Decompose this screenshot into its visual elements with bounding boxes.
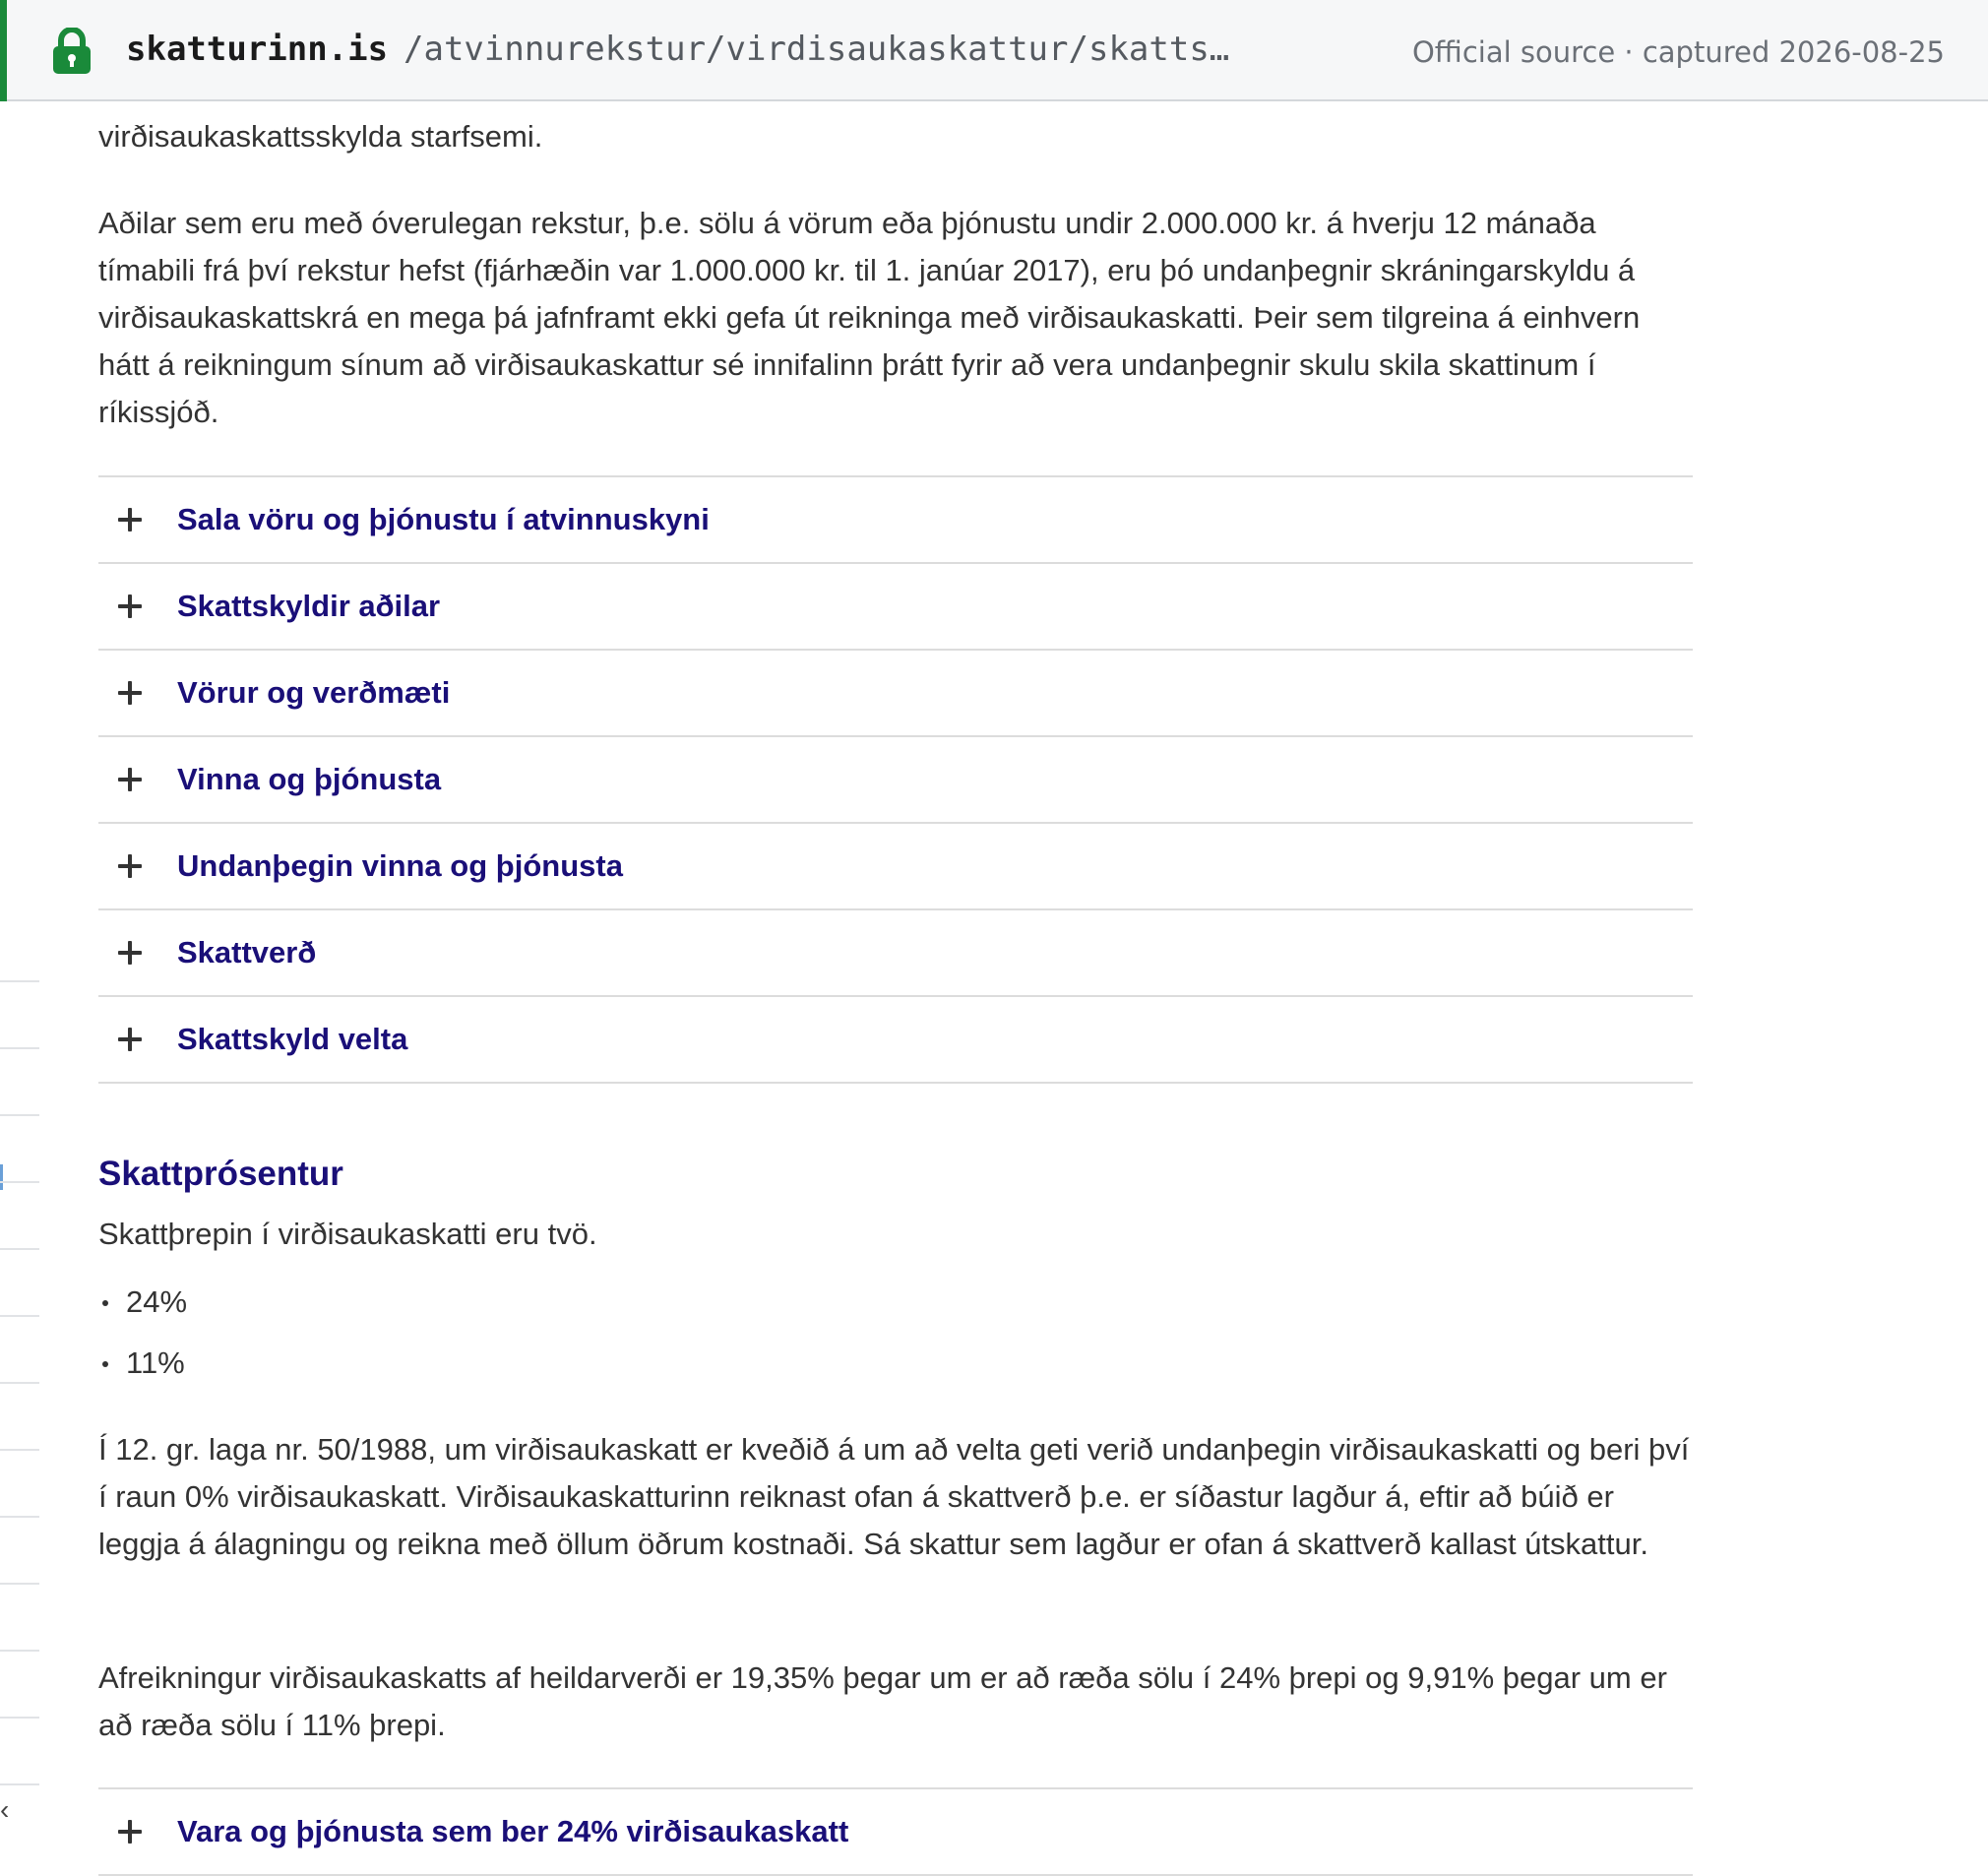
accordion-item-sala-voru[interactable]: [98, 477, 1693, 564]
accordion-item-skattverd[interactable]: [98, 910, 1693, 997]
accordion-item-24-percent[interactable]: [98, 1789, 1693, 1876]
plus-icon: [118, 853, 144, 879]
rates-lead: Skattþrepin í virðisaukaskatti eru tvö.: [98, 1217, 597, 1251]
sidebar-divider: [0, 1248, 39, 1250]
accordion-item-label: Vinna og þjónusta: [177, 762, 442, 796]
accordion-item-label: Skattskyld velta: [177, 1022, 408, 1056]
accordion-item-label: Vörur og verðmæti: [177, 675, 451, 710]
sidebar-active-marker: [0, 1164, 3, 1190]
chevron-left-icon[interactable]: ‹: [0, 1794, 10, 1825]
sidebar-divider: [0, 1114, 39, 1116]
accordion-item-vinna-og-thjonusta[interactable]: [98, 737, 1693, 824]
intro-cut-line: virðisaukaskattsskylda starfsemi.: [98, 119, 543, 154]
secure-accent-bar: [0, 0, 7, 101]
accordion-item-label: Skattskyldir aðilar: [177, 589, 441, 623]
lock-icon: [51, 28, 93, 75]
accordion-list: [98, 475, 1693, 1084]
sidebar-divider: [0, 1717, 39, 1719]
rates-paragraph-2: Afreikningur virðisaukaskatts af heildarverði er 19,35% þegar um er að ræða sölu í 24% þrepi og 9,91% þegar um er að ræða sölu í 11% þrepi.: [98, 1660, 1667, 1742]
accordion-item-label: Vara og þjónusta sem ber 24% virðisaukaskatt: [177, 1814, 849, 1848]
left-sidebar-edge: [0, 101, 41, 1847]
accordion-item-label: Undanþegin vinna og þjónusta: [177, 848, 623, 883]
accordion-list-rates: [98, 1787, 1693, 1876]
capture-info: Official source · captured 2026-08-25: [1411, 35, 1945, 69]
plus-icon: [118, 1027, 144, 1052]
rates-paragraph-1: Í 12. gr. laga nr. 50/1988, um virðisaukaskatt er kveðið á um að velta geti verið undanþegin virðisaukaskatti og beri því í raun 0% virðisaukaskatt. Virðisaukaskatturinn reiknast ofan á skattverð þ.e. er síðastur lagður á, eftir að búið er leggja á álagningu og reikna með öllum öðrum kostnaði. Sá skattur sem lagður er ofan á skattverð kallast útskattur.: [98, 1432, 1690, 1561]
rates-list: [98, 1279, 187, 1401]
sidebar-divider: [0, 1583, 39, 1585]
plus-icon: [118, 594, 144, 619]
sidebar-divider: [0, 1650, 39, 1652]
accordion-item-skattskyldir-adilar[interactable]: [98, 564, 1693, 651]
sidebar-divider: [0, 1516, 39, 1518]
sidebar-divider: [0, 1783, 39, 1785]
url-domain[interactable]: skatturinn.is: [126, 30, 389, 69]
address-bar: [0, 0, 1988, 101]
sidebar-divider: [0, 1382, 39, 1384]
plus-icon: [118, 940, 144, 966]
url-path[interactable]: /atvinnurekstur/virdisaukaskattur/skatts…: [404, 30, 1230, 69]
plus-icon: [118, 1819, 144, 1845]
sidebar-divider: [0, 1449, 39, 1451]
plus-icon: [118, 767, 144, 792]
list-item: 24%: [98, 1279, 187, 1340]
accordion-item-undanthegin[interactable]: [98, 824, 1693, 910]
accordion-item-skattskyld-velta[interactable]: [98, 997, 1693, 1084]
plus-icon: [118, 507, 144, 532]
accordion-item-label: Sala vöru og þjónustu í atvinnuskyni: [177, 502, 710, 536]
accordion-item-vorur-og-verdmaeti[interactable]: [98, 651, 1693, 737]
section-heading-skattprosentur: Skattprósentur: [98, 1155, 343, 1193]
sidebar-divider: [0, 1315, 39, 1317]
sidebar-divider: [0, 1181, 39, 1183]
sidebar-divider: [0, 980, 39, 982]
plus-icon: [118, 680, 144, 706]
sidebar-divider: [0, 1047, 39, 1049]
list-item: 11%: [98, 1340, 187, 1401]
accordion-item-label: Skattverð: [177, 935, 317, 969]
intro-paragraph: Aðilar sem eru með óverulegan rekstur, þ.e. sölu á vörum eða þjónustu undir 2.000.000 kr. á hverju 12 mánaða tímabili frá því rekstur hefst (fjárhæðin var 1.000.000 kr. til 1. janúar 2017), eru þó undanþegnir skráningarskyldu á virðisaukaskattskrá en mega þá jafnframt ekki gefa út reikninga með virðisaukaskatti. Þeir sem tilgreina á einhvern hátt á reikningum sínum að virðisaukaskattur sé innifalinn þrátt fyrir að vera undanþegnir skulu skila skattinum í ríkissjóð.: [98, 206, 1641, 429]
